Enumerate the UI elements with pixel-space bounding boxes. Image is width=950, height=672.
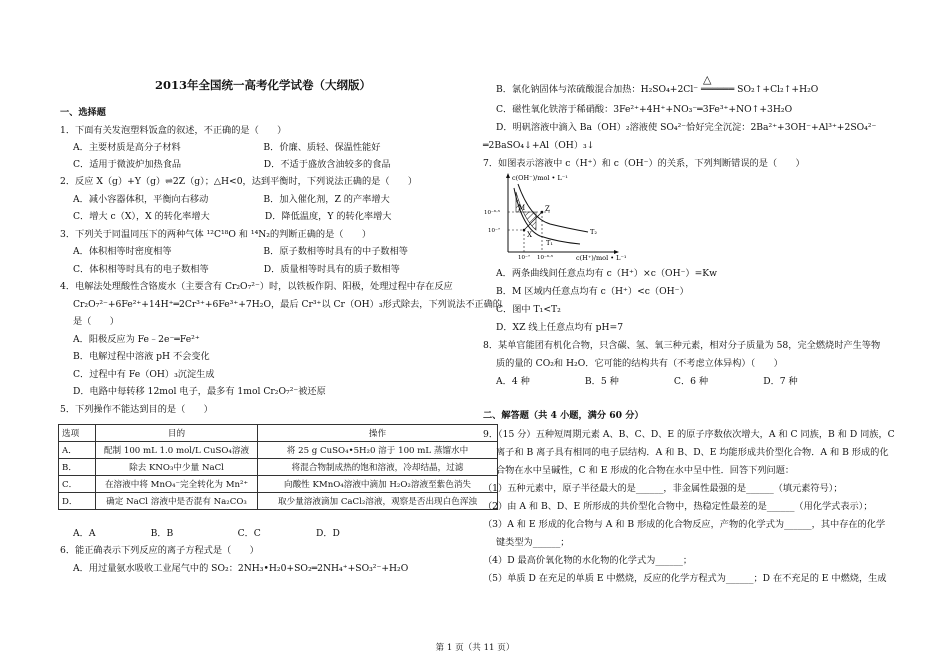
heat-triangle-symbol: △ (703, 73, 712, 86)
table-header-cell: 目的 (96, 425, 258, 442)
table-header-row (59, 425, 498, 442)
y-axis-label: c(OH⁻)/mol • L⁻¹ (512, 174, 568, 182)
table-row (59, 476, 498, 493)
question-line: 6．能正确表示下列反应的离子方程式是（ ） (60, 545, 259, 556)
sub-question-line: 键类型为______； (496, 537, 570, 548)
operation-table (58, 424, 498, 510)
question-line: 是（ ） (73, 316, 119, 327)
label-t1: T₁ (546, 239, 553, 247)
option-line: A．用过量氨水吸收工业尾气中的 SO₂：2NH₃•H₂0+SO₂═2NH₄⁺+SO₃²⁻+H₂O (73, 563, 409, 574)
question-line: 9．（15 分）五种短周期元素 A、B、C、D、E 的原子序数依次增大，A 和 C 同族，B 和 D 同族，C (483, 429, 895, 440)
table-row (59, 459, 498, 476)
option-line: B．氯化钠固体与浓硫酸混合加热：H₂SO₄+2Cl⁻ ══════ SO₂↑+Cl₂↑+H₂O (496, 84, 819, 95)
table-cell: 除去 KNO₃中少量 NaCl (96, 459, 258, 476)
table-cell: 取少量溶液滴加 CaCl₂溶液，观察是否出现白色浑浊 (258, 493, 498, 510)
option-line: B．电解过程中溶液 pH 不会变化 (73, 351, 210, 362)
ytick-label: 10⁻⁷ (488, 228, 501, 234)
question-line: 3．下列关于同温同压下的两种气体 ¹²C¹⁸O 和 ¹⁴N₂的判断正确的是（ ） (60, 229, 372, 240)
sub-question-line: （3）A 和 E 形成的化合物与 A 和 B 形成的化合物反应，产物的化学式为______，其中存在的化学 (483, 519, 886, 530)
table-cell: 在溶液中将 MnO₄⁻完全转化为 Mn²⁺ (96, 476, 258, 493)
section-heading-answer: 二、解答题（共 4 小题，满分 60 分） (483, 410, 644, 421)
page-title: 2013年全国统一高考化学试卷（大纲版） (155, 78, 372, 92)
table-row (59, 493, 498, 510)
question-line: 5．下列操作不能达到目的是（ ） (60, 404, 213, 415)
question-line: 1．下面有关发泡塑料饭盒的叙述，不正确的是（ ） (60, 125, 287, 136)
option-line: A．减小容器体积，平衡向右移动 B．加入催化剂，Z 的产率增大 (73, 194, 390, 205)
label-t2: T₂ (590, 228, 597, 236)
option-line: D．明矾溶液中滴入 Ba（OH）₂溶液使 SO₄²⁻恰好完全沉淀：2Ba²⁺+3OH⁻+Al³⁺+2SO₄²⁻ (496, 122, 877, 133)
point-z (541, 211, 544, 214)
x-axis-label: c(H⁺)/mol • L⁻¹ (576, 254, 627, 262)
curve-t2 (518, 184, 588, 232)
question-line: 合物在水中呈碱性，C 和 E 形成的化合物在水中呈中性．回答下列问题： (496, 465, 795, 476)
option-line: A．A B．B C．C D．D (73, 528, 340, 539)
question-line: 4．电解法处理酸性含铬废水（主要含有 Cr₂O₇²⁻）时，以铁板作阴、阳极，处理过程中存在反应 (60, 281, 453, 292)
option-line: C．磁性氧化铁溶于稀硝酸：3Fe²⁺+4H⁺+NO₃⁻═3Fe³⁺+NO↑+3H₂O (496, 104, 793, 115)
option-line: A．阳极反应为 Fe﹣2e⁻═Fe²⁺ (73, 334, 200, 345)
table-cell: C． (59, 476, 96, 493)
question-line: Cr₂O₇²⁻+6Fe²⁺+14H⁺═2Cr³⁺+6Fe³⁺+7H₂O，最后 Cr³⁺以 Cr（OH）₃形式除去，下列说法不正确的 (73, 299, 502, 310)
option-line: C．过程中有 Fe（OH）₃沉淀生成 (73, 369, 215, 380)
table-header-cell: 操作 (258, 425, 498, 442)
sub-question-line: （5）单质 D 在充足的单质 E 中燃烧，反应的化学方程式为______；D 在不充足的 E 中燃烧，生成 (483, 573, 887, 584)
option-line: A．体积相等时密度相等 B．原子数相等时具有的中子数相等 (73, 246, 408, 257)
ytick-label: 10⁻⁶·⁵ (484, 210, 501, 216)
table-cell: 将混合物制成热的饱和溶液，冷却结晶，过滤 (258, 459, 498, 476)
option-line: A．4 种 B．5 种 C．6 种 D．7 种 (496, 376, 798, 387)
option-line: ═2BaSO₄↓+Al（OH）₃↓ (483, 140, 595, 151)
sub-question-line: （2）由 A 和 B、D、E 所形成的共价型化合物中，热稳定性最差的是______（用化学式表示）； (483, 501, 873, 512)
table-cell: 配制 100 mL 1.0 mol/L CuSO₄溶液 (96, 442, 258, 459)
option-line: B．M 区域内任意点均有 c（H⁺）<c（OH⁻） (496, 286, 689, 297)
section-heading-choice: 一、选择题 (60, 107, 106, 118)
question-line: 7．如图表示溶液中 c（H⁺）和 c（OH⁻）的关系，下列判断错误的是（ ） (483, 158, 805, 169)
option-line: C．适用于微波炉加热食品 D．不适于盛放含油较多的食品 (73, 159, 391, 170)
option-line: C．增大 c（X），X 的转化率增大 D．降低温度，Y 的转化率增大 (73, 211, 392, 222)
page-footer: 第 1 页（共 11 页） (435, 643, 515, 653)
label-m: M (518, 204, 526, 212)
table-cell: D． (59, 493, 96, 510)
option-line: C．体积相等时具有的电子数相等 D．质量相等时具有的质子数相等 (73, 264, 400, 275)
option-line: D．XZ 线上任意点均有 pH=7 (496, 322, 624, 333)
option-line: D．电路中每转移 12mol 电子，最多有 1mol Cr₂O₇²⁻被还原 (73, 386, 326, 397)
option-line: A．主要材质是高分子材料 B．价廉、质轻、保温性能好 (73, 142, 381, 153)
table-cell: 将 25 g CuSO₄•5H₂0 溶于 100 mL 蒸馏水中 (258, 442, 498, 459)
table-cell: 确定 NaCl 溶液中是否混有 Na₂CO₃ (96, 493, 258, 510)
label-x: X (527, 231, 532, 239)
table-header-cell: 选项 (59, 425, 96, 442)
table-cell: 向酸性 KMnO₄溶液中滴加 H₂O₂溶液至紫色消失 (258, 476, 498, 493)
sub-question-line: （1）五种元素中，原子半径最大的是______，非金属性最强的是______（填元素符号）； (483, 483, 843, 494)
sub-question-line: （4）D 最高价氧化物的水化物的化学式为______； (483, 555, 693, 566)
table-row (59, 442, 498, 459)
table-cell: B． (59, 459, 96, 476)
question-line: 质的量的 CO₂和 H₂O．它可能的结构共有（不考虑立体异构）（ ） (496, 358, 783, 369)
label-z: Z (545, 205, 550, 213)
xtick-label: 10⁻⁷ (518, 255, 531, 261)
option-line: C．图中 T₁<T₂ (496, 304, 561, 315)
table-cell: A． (59, 442, 96, 459)
point-x (523, 229, 526, 232)
y-axis-arrow (506, 173, 510, 178)
ion-product-graph (480, 170, 627, 262)
question-line: 离子和 B 离子具有相同的电子层结构．A 和 B、D、E 均能形成共价型化合物．A 和 B 形成的化 (496, 447, 889, 458)
option-line: A．两条曲线间任意点均有 c（H⁺）×c（OH⁻）=Kw (496, 268, 718, 279)
question-line: 2．反应 X（g）+Y（g）⇌2Z（g）；△H<0，达到平衡时，下列说法正确的是（ ） (60, 176, 418, 187)
xtick-label: 10⁻⁶·⁵ (537, 255, 554, 261)
question-line: 8．某单官能团有机化合物，只含碳、氢、氧三种元素，相对分子质量为 58，完全燃烧时产生等物 (483, 340, 881, 351)
